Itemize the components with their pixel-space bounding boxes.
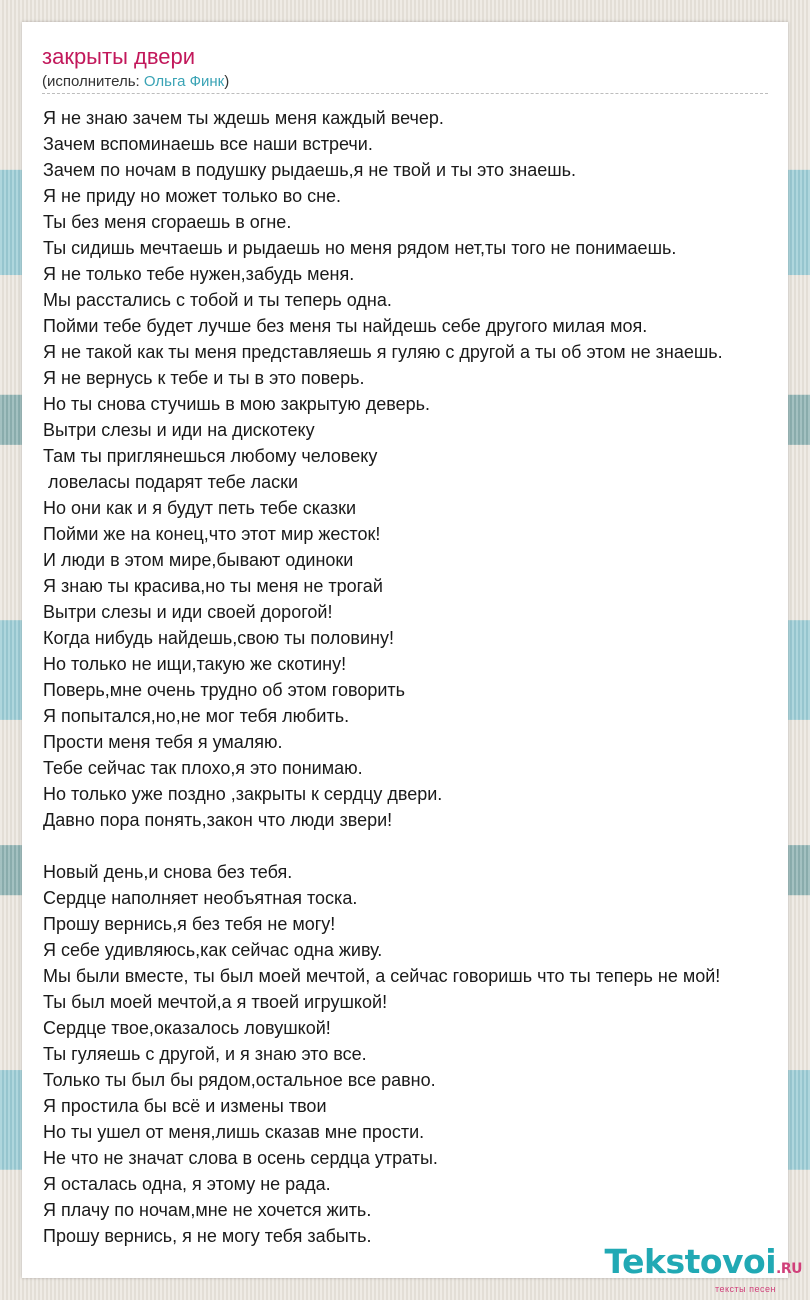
lyrics-text bbox=[43, 105, 810, 1249]
lyric-line: Ты был моей мечтой,а я твоей игрушкой! bbox=[43, 992, 388, 1012]
song-title: закрыты двери bbox=[42, 44, 196, 69]
lyric-line: Сердце твое,оказалось ловушкой! bbox=[43, 1018, 331, 1038]
lyric-line: Я простила бы всё и измены твои bbox=[43, 1096, 327, 1116]
lyric-line: Я попытался,но,не мог тебя любить. bbox=[43, 706, 350, 726]
lyrics-card bbox=[22, 22, 788, 1278]
lyric-line: Мы были вместе, ты был моей мечтой, а сейчас говоришь что ты теперь не мой! bbox=[43, 966, 721, 986]
lyric-line: Прости меня тебя я умаляю. bbox=[43, 732, 283, 752]
site-logo[interactable] bbox=[604, 1242, 802, 1294]
lyric-line: Давно пора понять,закон что люди звери! bbox=[43, 810, 393, 830]
lyric-line: Пойми тебе будет лучше без меня ты найдешь себе другого милая моя. bbox=[43, 316, 648, 336]
logo-tagline: тексты песен bbox=[714, 1284, 776, 1294]
lyric-line: Прошу вернись,я без тебя не могу! bbox=[43, 914, 336, 934]
lyric-line: Я себе удивляюсь,как сейчас одна живу. bbox=[43, 940, 383, 960]
lyric-line: Но только уже поздно ,закрыты к сердцу двери. bbox=[43, 784, 443, 804]
lyric-line: Там ты приглянешься любому человеку bbox=[43, 446, 378, 466]
lyric-line: Ты без меня сгораешь в огне. bbox=[43, 212, 292, 232]
lyric-line: Зачем по ночам в подушку рыдаешь,я не твой и ты это знаешь. bbox=[43, 160, 577, 180]
lyric-line: Вытри слезы и иди своей дорогой! bbox=[43, 602, 333, 622]
lyric-line: Я не знаю зачем ты ждешь меня каждый вечер. bbox=[43, 108, 444, 128]
lyric-line: Тебе сейчас так плохо,я это понимаю. bbox=[43, 758, 363, 778]
lyric-line: ловеласы подарят тебе ласки bbox=[43, 472, 299, 492]
lyric-line: Пойми же на конец,что этот мир жесток! bbox=[43, 524, 381, 544]
lyric-line: Новый день,и снова без тебя. bbox=[43, 862, 293, 882]
lyric-line: Я не такой как ты меня представляешь я гуляю с другой а ты об этом не знаешь. bbox=[43, 342, 723, 362]
lyric-line: Я не приду но может только во сне. bbox=[43, 186, 342, 206]
artist-link[interactable]: Ольга Финк bbox=[143, 73, 225, 90]
lyric-line: Мы расстались с тобой и ты теперь одна. bbox=[43, 290, 392, 310]
lyric-line: Ты гуляешь с другой, и я знаю это все. bbox=[43, 1044, 367, 1064]
lyric-line: Вытри слезы и иди на дискотеку bbox=[43, 420, 315, 440]
lyric-line bbox=[43, 833, 810, 859]
lyric-line: Ты сидишь мечтаешь и рыдаешь но меня рядом нет,ты того не понимаешь. bbox=[43, 238, 677, 258]
lyric-line: Но ты снова стучишь в мою закрытую деверь. bbox=[43, 394, 430, 414]
lyric-line: Поверь,мне очень трудно об этом говорить bbox=[43, 680, 406, 700]
lyric-line: Не что не значат слова в осень сердца утраты. bbox=[43, 1148, 438, 1168]
lyric-line: Но только не ищи,такую же скотину! bbox=[43, 654, 347, 674]
lyric-line: Я осталась одна, я этому не рада. bbox=[43, 1174, 331, 1194]
lyric-line: Сердце наполняет необъятная тоска. bbox=[43, 888, 358, 908]
lyric-line: Но ты ушел от меня,лишь сказав мне прости. bbox=[43, 1122, 425, 1142]
logo-wordmark bbox=[604, 1242, 802, 1286]
artist-prefix: (исполнитель: bbox=[42, 73, 144, 90]
artist-suffix: ) bbox=[224, 73, 230, 90]
lyric-line: Зачем вспоминаешь все наши встречи. bbox=[43, 134, 373, 154]
logo-tld: .RU bbox=[776, 1261, 802, 1277]
lyric-line: И люди в этом мире,бывают одиноки bbox=[43, 550, 354, 570]
lyric-line: Когда нибудь найдешь,свою ты половину! bbox=[43, 628, 394, 648]
lyric-line: Я знаю ты красива,но ты меня не трогай bbox=[43, 576, 383, 596]
lyric-line: Но они как и я будут петь тебе сказки bbox=[43, 498, 357, 518]
lyric-line: Я не только тебе нужен,забудь меня. bbox=[43, 264, 355, 284]
logo-name: Tekstovoi bbox=[604, 1242, 777, 1281]
lyric-line: Я плачу по ночам,мне не хочется жить. bbox=[43, 1200, 372, 1220]
dashed-divider bbox=[42, 93, 768, 94]
lyric-line: Я не вернусь к тебе и ты в это поверь. bbox=[43, 368, 365, 388]
lyric-line: Прошу вернись, я не могу тебя забыть. bbox=[43, 1226, 372, 1246]
artist-line bbox=[42, 73, 229, 91]
lyric-line: Только ты был бы рядом,остальное все равно. bbox=[43, 1070, 436, 1090]
